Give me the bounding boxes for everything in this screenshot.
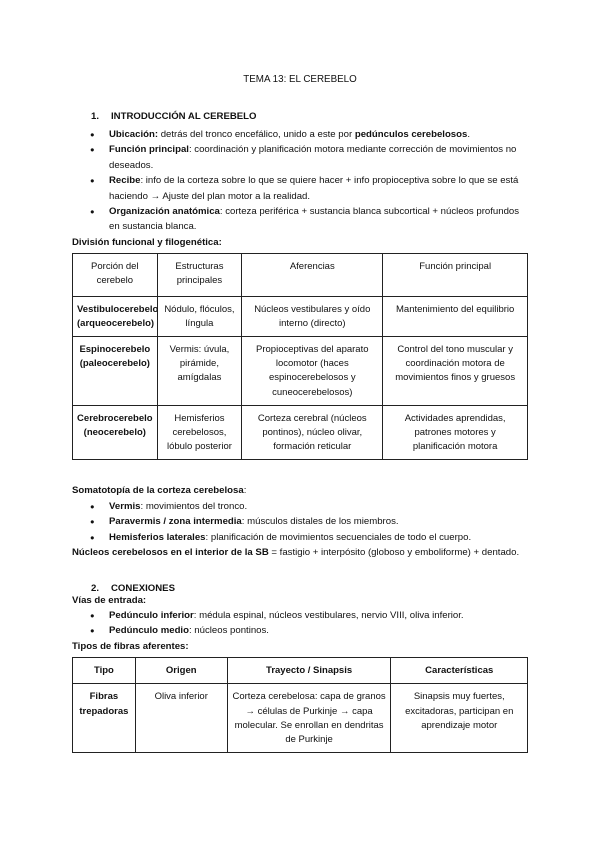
section-1-title: INTRODUCCIÓN AL CEREBELO [111,111,257,122]
bullet-ubicacion-key: Ubicación: [109,129,159,140]
intro-bullet-list [72,127,528,235]
fibras-header-tipo: Tipo [73,658,136,684]
somatotopia-list [72,499,528,545]
table-row [73,337,528,406]
nucleos-bold: Núcleos cerebelosos en el interior de la SB [72,547,269,559]
fibras-cell-tipo: Fibras trepadoras [73,684,136,753]
table-row [73,296,528,336]
bullet-recibe-text: : info de la corteza sobre lo que se quiere hacer + info propioceptiva sobre lo que se está haciendo → Ajuste del plan motor a la realidad. [109,175,519,202]
fibras-table-header-row [73,658,528,684]
bullet-organizacion-text: : corteza periférica + sustancia blanca subcortical + núcleos profundos en sustancia blanca. [109,206,520,233]
somatotopia-label-text: Somatotopía de la corteza cerebelosa [72,485,244,497]
fibras-cell-caracteristicas: Sinapsis muy fuertes, excitadoras, participan en aprendizaje motor [391,684,528,753]
bullet-organizacion [72,204,528,235]
section-2-number: 2. [91,582,100,594]
division-label: División funcional y filogenética: [72,236,222,248]
via-text: : núcleos pontinos. [188,625,269,637]
bullet-funcion [72,142,528,173]
bullet-funcion-text: : coordinación y planificación motora mediante corrección de movimientos no deseados. [109,144,517,171]
division-cell-aferencias: Núcleos vestibulares y oído interno (directo) [242,296,383,336]
via-key: Pedúnculo medio [109,625,189,637]
table-row [73,684,528,753]
division-table-header-row [73,254,528,296]
division-cell-porcion: Espinocerebelo (paleocerebelo) [73,337,158,406]
list-item [72,530,528,545]
somatotopia-key: Hemisferios laterales [109,531,206,543]
division-header-aferencias: Aferencias [242,254,383,296]
section-1-number: 1. [91,111,100,122]
division-cell-aferencias: Propioceptivas del aparato locomotor (haces espinocerebelosos y cuneocerebelosos) [242,337,383,406]
document-title: TEMA 13: EL CEREBELO [243,74,357,85]
table-row [73,405,528,460]
bullet-funcion-key: Función principal [109,144,189,156]
division-cell-aferencias: Corteza cerebral (núcleos pontinos), núcleo olivar, formación reticular [242,405,383,460]
list-item [72,623,528,638]
fibras-cell-trayecto: Corteza cerebelosa: capa de granos → células de Purkinje → capa molecular. Se enrollan en dendritas de Purkinje [227,684,391,753]
somatotopia-text: : músculos distales de los miembros. [241,516,399,528]
section-1-heading [72,111,528,122]
division-cell-funcion: Actividades aprendidas, patrones motores y planificación motora [383,405,528,460]
division-header-porcion: Porción del cerebelo [73,254,158,296]
somatotopia-label-colon: : [243,485,247,497]
division-cell-porcion: Vestibulocerebelo (arqueocerebelo) [73,296,158,336]
bullet-ubicacion-text-a: detrás del tronco encefálico, unido a este por [158,129,355,140]
bullet-organizacion-key: Organización anatómica [109,206,220,218]
somatotopia-key: Paravermis / zona intermedia [109,516,242,528]
fibras-cell-origen: Oliva inferior [135,684,227,753]
bullet-recibe [72,173,528,204]
via-text: : médula espinal, núcleos vestibulares, nervio VIII, oliva inferior. [193,609,464,621]
somatotopia-label [72,483,528,498]
list-item [72,499,528,514]
division-cell-estructuras: Nódulo, flóculos, língula [157,296,242,336]
vias-label: Vías de entrada: [72,594,147,606]
division-cell-funcion: Control del tono muscular y coordinación motora de movimientos finos y gruesos [383,337,528,406]
bullet-ubicacion-text-c: . [467,129,471,140]
somatotopia-key: Vermis [109,500,141,512]
division-header-funcion: Función principal [383,254,528,296]
via-key: Pedúnculo inferior [109,609,194,621]
fibras-header-caracteristicas: Características [391,658,528,684]
bullet-recibe-key: Recibe [109,175,141,187]
list-item [72,514,528,529]
somatotopia-text: : planificación de movimientos secuenciales de todo el cuerpo. [205,531,472,543]
division-table [72,253,528,460]
section-2-title: CONEXIONES [111,582,175,594]
division-header-estructuras: Estructuras principales [157,254,242,296]
fibras-header-trayecto: Trayecto / Sinapsis [227,658,391,684]
nucleos-paragraph [72,545,528,560]
bullet-ubicacion-bold: pedúnculos cerebelosos [354,129,468,140]
list-item [72,608,528,623]
fibras-table [72,657,528,753]
division-cell-estructuras: Hemisferios cerebelosos, lóbulo posterior [157,405,242,460]
tipos-label: Tipos de fibras aferentes: [72,640,189,652]
division-cell-estructuras: Vermis: úvula, pirámide, amígdalas [157,337,242,406]
somatotopia-text: : movimientos del tronco. [140,500,248,512]
nucleos-text: = fastigio + interpósito (globoso y emboliforme) + dentado. [268,547,520,559]
division-cell-porcion: Cerebrocerebelo (neocerebelo) [73,405,158,460]
vias-list [72,608,528,639]
bullet-ubicacion [72,127,528,142]
division-cell-funcion: Mantenimiento del equilibrio [383,296,528,336]
fibras-header-origen: Origen [135,658,227,684]
